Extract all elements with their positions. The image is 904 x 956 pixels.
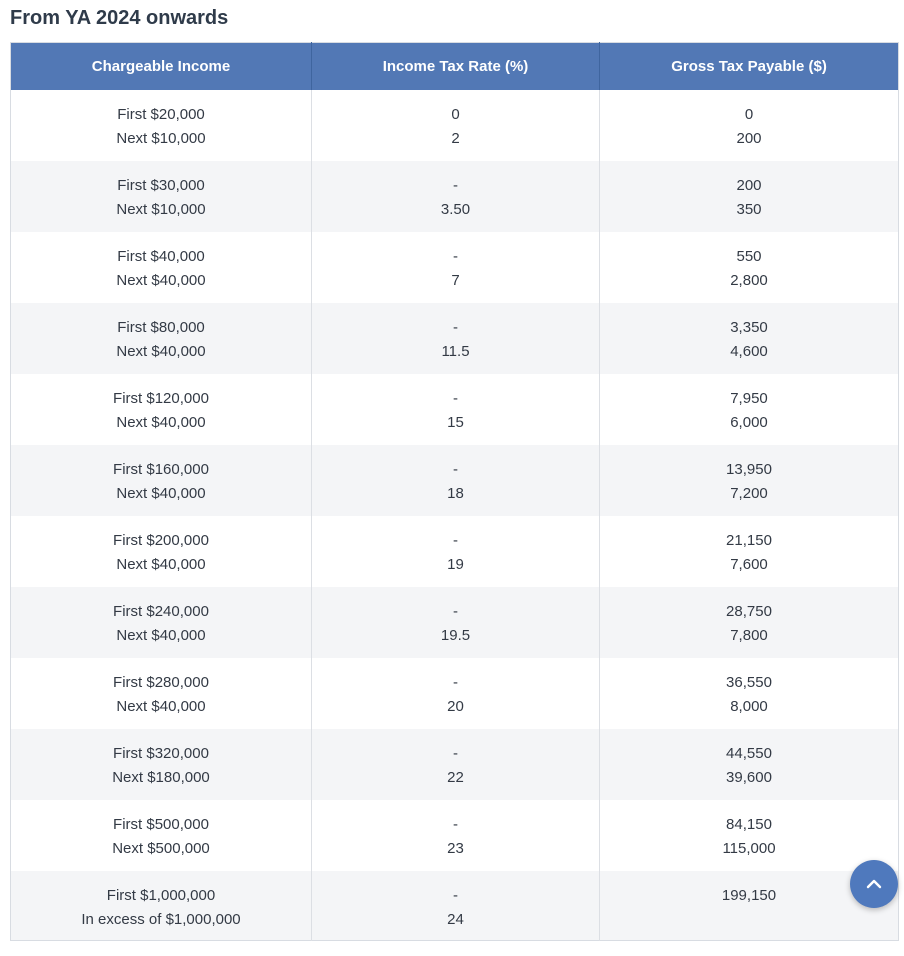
cell-gross-tax-payable-line	[600, 908, 898, 932]
cell-gross-tax-payable-line: 3,350	[730, 319, 768, 336]
header-gross-tax-payable: Gross Tax Payable ($)	[600, 43, 899, 91]
cell-income-tax-rate	[312, 871, 600, 941]
cell-income-tax-rate-line: 3.50	[440, 201, 471, 218]
cell-income-tax-rate-line: -	[453, 532, 458, 549]
cell-gross-tax-payable-line: 36,550	[726, 674, 772, 691]
table-row	[11, 729, 899, 800]
cell-chargeable-income-line: First $1,000,000	[106, 887, 216, 904]
cell-income-tax-rate-line: 22	[447, 769, 464, 786]
cell-gross-tax-payable-line: 200	[736, 177, 762, 194]
cell-chargeable-income	[11, 90, 312, 161]
cell-chargeable-income-line: Next $500,000	[112, 840, 210, 857]
cell-chargeable-income	[11, 658, 312, 729]
table-row	[11, 445, 899, 516]
cell-income-tax-rate-line: 15	[447, 414, 464, 431]
cell-income-tax-rate	[312, 445, 600, 516]
cell-gross-tax-payable	[600, 161, 899, 232]
cell-gross-tax-payable-line: 115,000	[722, 840, 776, 857]
cell-income-tax-rate-line: -	[453, 887, 458, 904]
cell-income-tax-rate	[312, 374, 600, 445]
cell-gross-tax-payable-line: 13,950	[726, 461, 772, 478]
cell-gross-tax-payable-line: 7,950	[730, 390, 768, 407]
cell-gross-tax-payable-line: 28,750	[726, 603, 772, 620]
cell-chargeable-income	[11, 729, 312, 800]
cell-gross-tax-payable-line: 7,600	[730, 556, 768, 573]
cell-income-tax-rate-line: 19.5	[440, 627, 471, 644]
cell-income-tax-rate-line: 18	[447, 485, 464, 502]
cell-chargeable-income	[11, 374, 312, 445]
cell-chargeable-income-line: Next $40,000	[116, 414, 206, 431]
cell-chargeable-income	[11, 516, 312, 587]
cell-income-tax-rate-line: -	[453, 461, 458, 478]
cell-income-tax-rate-line: 20	[447, 698, 464, 715]
cell-gross-tax-payable-line: 350	[736, 201, 762, 218]
table-header-row	[11, 43, 899, 91]
cell-chargeable-income-line: First $500,000	[113, 816, 209, 833]
cell-income-tax-rate-line: 11.5	[441, 343, 470, 360]
cell-gross-tax-payable-line: 550	[736, 248, 762, 265]
page-title: From YA 2024 onwards	[10, 7, 229, 29]
table-row	[11, 303, 899, 374]
cell-chargeable-income-line: Next $40,000	[116, 485, 206, 502]
cell-gross-tax-payable	[600, 303, 899, 374]
cell-chargeable-income	[11, 303, 312, 374]
cell-gross-tax-payable	[600, 587, 899, 658]
cell-chargeable-income	[11, 587, 312, 658]
cell-income-tax-rate-line: 0	[451, 106, 460, 123]
chevron-up-icon	[864, 874, 884, 894]
cell-chargeable-income	[11, 871, 312, 941]
cell-chargeable-income	[11, 232, 312, 303]
cell-gross-tax-payable-line: 7,800	[730, 627, 768, 644]
table-row	[11, 90, 899, 161]
cell-chargeable-income-line: Next $180,000	[112, 769, 210, 786]
cell-income-tax-rate-line: -	[453, 177, 458, 194]
cell-income-tax-rate-line: 23	[447, 840, 464, 857]
cell-gross-tax-payable-line: 4,600	[730, 343, 768, 360]
cell-gross-tax-payable	[600, 90, 899, 161]
tax-rates-table	[10, 42, 899, 941]
cell-income-tax-rate-line: -	[453, 603, 458, 620]
cell-income-tax-rate	[312, 800, 600, 871]
cell-income-tax-rate-line: 24	[447, 911, 464, 928]
cell-income-tax-rate	[312, 658, 600, 729]
cell-income-tax-rate	[312, 587, 600, 658]
cell-income-tax-rate-line: -	[453, 248, 458, 265]
cell-income-tax-rate	[312, 161, 600, 232]
cell-chargeable-income-line: Next $40,000	[116, 627, 206, 644]
cell-income-tax-rate-line: -	[453, 390, 458, 407]
cell-income-tax-rate-line: -	[453, 319, 458, 336]
cell-chargeable-income-line: First $280,000	[113, 674, 209, 691]
cell-gross-tax-payable-line: 84,150	[726, 816, 772, 833]
cell-chargeable-income-line: First $20,000	[117, 106, 205, 123]
cell-chargeable-income-line: First $120,000	[113, 390, 209, 407]
cell-income-tax-rate-line: -	[453, 745, 458, 762]
cell-income-tax-rate-line: 2	[451, 130, 460, 147]
header-income-tax-rate: Income Tax Rate (%)	[312, 43, 600, 91]
cell-gross-tax-payable-line: 21,150	[726, 532, 772, 549]
cell-chargeable-income-line: Next $10,000	[116, 130, 206, 147]
cell-chargeable-income-line: Next $40,000	[116, 343, 206, 360]
cell-chargeable-income-line: First $40,000	[117, 248, 205, 265]
cell-income-tax-rate	[312, 516, 600, 587]
cell-chargeable-income-line: First $200,000	[113, 532, 209, 549]
cell-chargeable-income	[11, 161, 312, 232]
cell-gross-tax-payable-line: 2,800	[730, 272, 768, 289]
cell-chargeable-income-line: In excess of $1,000,000	[81, 911, 241, 928]
header-chargeable-income: Chargeable Income	[11, 43, 312, 91]
cell-income-tax-rate-line: -	[453, 674, 458, 691]
cell-chargeable-income-line: Next $40,000	[116, 556, 206, 573]
cell-gross-tax-payable	[600, 658, 899, 729]
cell-gross-tax-payable	[600, 445, 899, 516]
cell-gross-tax-payable-line: 199,150	[721, 887, 777, 904]
cell-gross-tax-payable-line: 0	[744, 106, 754, 123]
cell-gross-tax-payable-line: 6,000	[730, 414, 768, 431]
table-row	[11, 800, 899, 871]
cell-income-tax-rate-line: -	[453, 816, 458, 833]
cell-chargeable-income-line: First $320,000	[113, 745, 209, 762]
cell-gross-tax-payable-line: 8,000	[730, 698, 768, 715]
table-row	[11, 658, 899, 729]
cell-gross-tax-payable	[600, 800, 899, 871]
table-row	[11, 871, 899, 941]
scroll-to-top-button[interactable]	[850, 860, 898, 908]
table-row	[11, 161, 899, 232]
cell-gross-tax-payable-line: 44,550	[726, 745, 772, 762]
cell-gross-tax-payable-line: 200	[736, 130, 762, 147]
cell-gross-tax-payable	[600, 729, 899, 800]
cell-income-tax-rate-line: 7	[451, 272, 460, 289]
table-row	[11, 516, 899, 587]
cell-chargeable-income-line: First $30,000	[117, 177, 205, 194]
cell-gross-tax-payable-line: 39,600	[726, 769, 772, 786]
cell-gross-tax-payable	[600, 516, 899, 587]
cell-chargeable-income-line: First $240,000	[113, 603, 209, 620]
cell-gross-tax-payable-line: 7,200	[730, 485, 768, 502]
table-row	[11, 232, 899, 303]
cell-income-tax-rate	[312, 729, 600, 800]
cell-chargeable-income	[11, 445, 312, 516]
cell-chargeable-income-line: Next $40,000	[116, 698, 206, 715]
cell-income-tax-rate	[312, 232, 600, 303]
cell-chargeable-income-line: First $160,000	[113, 461, 209, 478]
table-row	[11, 374, 899, 445]
cell-chargeable-income	[11, 800, 312, 871]
cell-gross-tax-payable	[600, 374, 899, 445]
cell-income-tax-rate-line: 19	[447, 556, 464, 573]
cell-chargeable-income-line: Next $40,000	[116, 272, 206, 289]
cell-chargeable-income-line: First $80,000	[117, 319, 205, 336]
cell-gross-tax-payable	[600, 232, 899, 303]
cell-chargeable-income-line: Next $10,000	[116, 201, 206, 218]
cell-income-tax-rate	[312, 303, 600, 374]
table-row	[11, 587, 899, 658]
cell-income-tax-rate	[312, 90, 600, 161]
